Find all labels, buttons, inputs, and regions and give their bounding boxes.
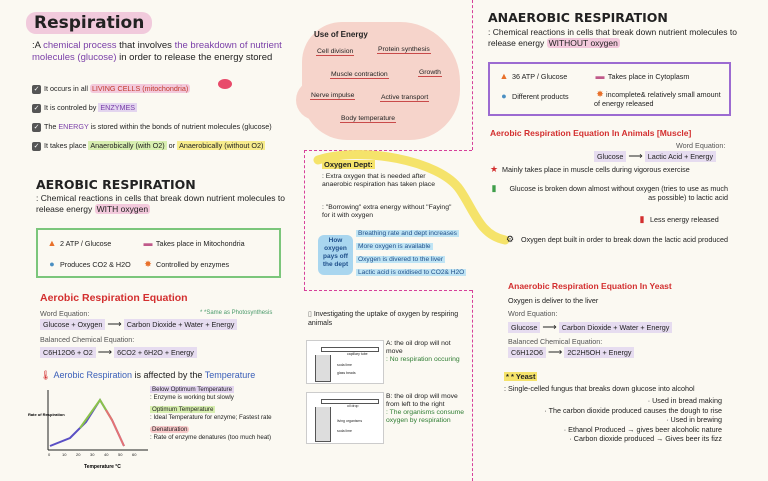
flame-icon: ▲ [47, 238, 57, 248]
check-icon: ✓ [33, 85, 40, 93]
pill-icon: ▬ [595, 71, 605, 81]
yeast-uses [500, 396, 722, 444]
graph-tick: 20 [76, 452, 81, 457]
divider-horizontal-2 [304, 290, 472, 291]
aerobic-eq-title: Aerobic Respiration Equation [40, 292, 188, 304]
graph-tick: 30 [90, 452, 95, 457]
cloud-lobe [410, 60, 460, 110]
debt-step: Oxygen is divered to the liver [358, 256, 444, 263]
aerobic-info-4: ✸ Controlled by enzymes [142, 260, 229, 269]
result-b: B: the oil drop will move from left to the right : The organisms consume oxygen by respiration [386, 393, 465, 424]
oxygen-debt-title: Oxygen Dept: [324, 160, 373, 169]
fact-item: ✓ It takes place Anaerobically (with O2) or Anaerobically (without O2) [33, 141, 264, 150]
yeast-bal-label: Balanced Chemical Equation: [508, 337, 603, 346]
aerobic-eq-note: * *Same as Photosynthesis [200, 310, 273, 316]
yeast-subheading: * * Yeast [506, 372, 536, 381]
fig-label: living organisms [337, 419, 363, 423]
fig-label: glass beads [337, 371, 356, 375]
bubbles-icon: ● [49, 259, 55, 269]
debt-step: Breathing rate and dept increases [358, 230, 457, 237]
anaerobic-info-3: ● Different products [498, 92, 569, 101]
divider-vertical-1 [472, 0, 473, 150]
graph-ylabel: Rate of Respiration [28, 412, 65, 417]
page-title: Respiration [26, 12, 152, 34]
test-tube-icon: ▯ [308, 311, 312, 318]
runner-icon: ★ [489, 164, 499, 174]
aerobic-info-3: ● Produces CO2 & H2O [46, 260, 131, 269]
check-icon: ✓ [33, 142, 40, 150]
experiment-title: ▯ Investigating the uptake of oxygen by respiring animals [308, 311, 459, 327]
anaerobic-desc: : Chemical reactions in cells that break down nutrient molecules to release energy WITHOUT oxygen [488, 27, 737, 48]
note-denature: Denaturation : Rate of enzyme denatures (too much heat) [150, 426, 272, 441]
animals-point-4: ⚙ Oxygen dept built in order to break down the lactic acid produced [505, 234, 728, 244]
pill-icon: ▬ [143, 238, 153, 248]
debt-step: More oxygen is available [358, 243, 431, 250]
graph-tick: 10 [62, 452, 67, 457]
yeast-word-eq: Glucose ⟶ Carbon Dioxide + Water + Energy [508, 323, 672, 332]
anaerobic-info-1: ▲ 36 ATP / Glucose [499, 71, 568, 81]
spark-icon: ✸ [596, 89, 604, 99]
aerobic-info-box [36, 228, 281, 278]
fig-label: oil drop [347, 404, 359, 408]
bubbles-icon: ● [501, 91, 507, 101]
energy-use-item: Active transport [381, 94, 429, 101]
graph-tick: 60 [132, 452, 137, 457]
graph-tick: 50 [118, 452, 123, 457]
anaerobic-info-4: ✸ incomplete& relatively small amount of energy released [594, 89, 721, 108]
tube-b [315, 407, 331, 442]
aerobic-info-1: ▲ 2 ATP / Glucose [47, 238, 112, 248]
result-a: A: the oil drop will not move : No respiration occuring [386, 340, 460, 363]
intro-text: :A chemical process that involves the breakdown of nutrient molecules (glucose) in order to release the energy stored [32, 40, 282, 63]
animals-word-eq: Glucose ⟶ Lactic Acid + Energy [594, 152, 716, 161]
animals-point-1: ★ Mainly takes place in muscle cells during vigorous exercise [489, 164, 690, 174]
flame-icon: ▲ [499, 71, 509, 81]
note-optimum: Optimum Temperature : Ideal Temperature for enzyme; Fastest rate [150, 406, 272, 421]
yeast-use: · Used in bread making [647, 396, 722, 405]
temperature-notes [150, 386, 300, 442]
yeast-title: Anaerobic Respiration Equation In Yeast [508, 281, 672, 291]
fact-list [32, 84, 322, 160]
energy-use-item: Body temperature [341, 115, 396, 122]
fig-label: soda lime [337, 363, 352, 367]
word-eq: Glucose + Oxygen ⟶ Carbon Dioxide + Water + Energy [40, 320, 237, 329]
balanced-eq: C6H12O6 + O2 ⟶ 6CO2 + 6H2O + Energy [40, 348, 197, 357]
temperature-graph [26, 382, 150, 472]
yeast-use: · The carbon dioxide produced causes the dough to rise [544, 405, 722, 415]
aerobic-title: AEROBIC RESPIRATION [36, 177, 196, 192]
animals-word-label: Word Equation: [676, 141, 726, 150]
yeast-bal-eq: C6H12O6 ⟶ 2C2H5OH + Energy [508, 348, 634, 357]
anaerobic-info-2: ▬ Takes place in Cytoplasm [595, 71, 690, 81]
yeast-use: · Ethanol Produced → gives beer alcoholic nature [563, 424, 722, 434]
yeast-use: · Used in brewing [666, 415, 722, 424]
spark-icon: ✸ [144, 259, 152, 269]
energy-use-item: Nerve impulse [311, 92, 355, 99]
yeast-word-label: Word Equation: [508, 309, 558, 318]
debt-step: Lactic acid is oxidised to CO2& H2O [358, 269, 465, 276]
apparatus-a [306, 340, 384, 384]
animals-point-2: ▮ Glucose is broken down almost without oxygen (tries to use as much as possible) to lactic acid [488, 184, 728, 202]
fact-item: ✓ It is controled by ENZYMES [33, 103, 136, 112]
cloud-lobe [296, 80, 356, 120]
yeast-intro: Oxygen is deliver to the liver [508, 296, 599, 305]
energy-use-item: Muscle contraction [331, 71, 388, 78]
anaerobic-info-box [488, 62, 731, 116]
word-eq-label: Word Equation: [40, 309, 90, 318]
graph-xlabel: Temperature °C [84, 464, 121, 470]
energy-use-item: Growth [419, 69, 441, 76]
yeast-definition: : Single-celled fungus that breaks down glucose into alcohol [504, 384, 695, 393]
fact-item: ✓ The ENERGY is stored within the bonds of nutrient molecules (glucose) [33, 122, 272, 131]
energy-use-item: Cell division [317, 48, 354, 55]
anaerobic-title: ANAEROBIC RESPIRATION [488, 10, 668, 25]
graph-tick: 0 [48, 452, 51, 457]
battery-low-icon: ▮ [639, 214, 645, 224]
animals-title: Aerobic Respiration Equation In Animals [Muscle] [490, 128, 692, 138]
tube-a [315, 355, 331, 382]
apparatus-b [306, 392, 384, 444]
fact-item: ✓ It occurs in all LIVING CELLS (mitochondria) [33, 84, 189, 93]
check-icon: ✓ [33, 123, 40, 131]
gear-icon: ⚙ [505, 234, 515, 244]
check-icon: ✓ [33, 104, 40, 112]
oxygen-debt-steps [356, 229, 466, 277]
aerobic-info-2: ▬ Takes place in Mitochondria [143, 238, 245, 248]
graph-tick: 40 [104, 452, 109, 457]
yeast-use: · Carbon dioxide produced → Gives beer its fizz [569, 434, 722, 443]
note-below: Below Optimum Temperature : Enzyme is working but slowly [150, 386, 234, 401]
oxygen-debt-text-2: : "Borrowing" extra energy without "Faying" for it with oxygen [322, 204, 452, 219]
balanced-eq-label: Balanced Chemical Equation: [40, 335, 135, 344]
temperature-heading: 🌡 Aerobic Respiration is affected by the Temperature [40, 370, 256, 380]
divider-vertical-3 [472, 290, 473, 481]
use-of-energy-title: Use of Energy [314, 30, 368, 39]
thermometer-icon: 🌡 [40, 370, 52, 380]
animals-point-3: ▮ Less energy released [636, 215, 719, 224]
oxygen-debt-how: How oxygen pays off the dept [318, 235, 353, 275]
fig-label: capillary tube [347, 352, 368, 356]
battery-icon: ▮ [491, 183, 497, 193]
aerobic-desc: : Chemical reactions in cells that break down nutrient molecules to release energy WITH oxygen [36, 193, 285, 214]
energy-use-item: Protein synthesis [378, 46, 430, 53]
fig-label: soda lime [337, 429, 352, 433]
oxygen-debt-text-1: : Extra oxygen that is needed after anaerobic respiration has taken place [322, 173, 435, 188]
